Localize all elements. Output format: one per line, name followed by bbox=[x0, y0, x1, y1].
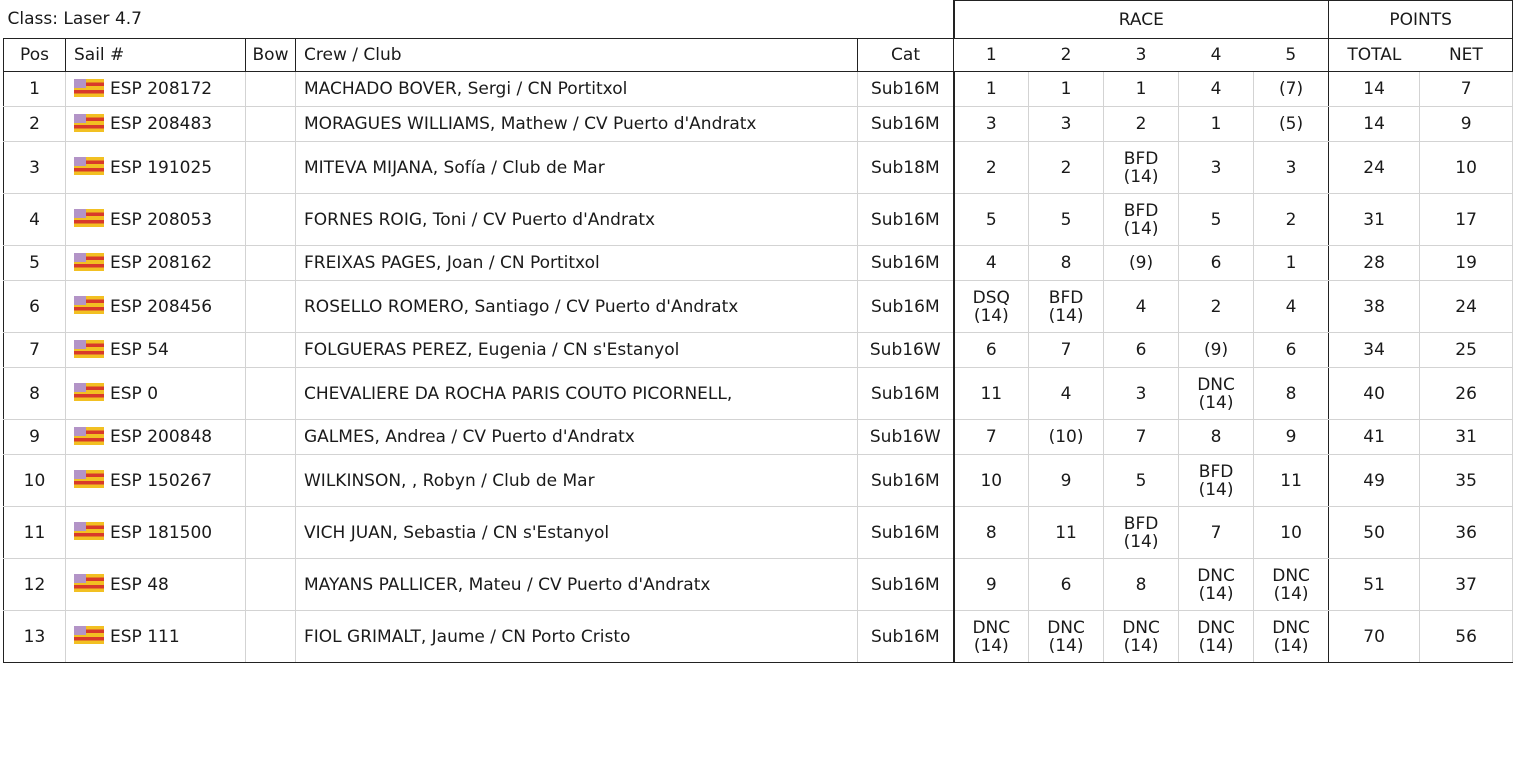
race-group-header: RACE bbox=[954, 1, 1329, 39]
score-value: 7 bbox=[1060, 340, 1072, 360]
race-3-score bbox=[1104, 142, 1179, 194]
score-value: 11 bbox=[1280, 470, 1302, 491]
race-5-score bbox=[1254, 559, 1329, 611]
crew-club-cell: FREIXAS PAGES, Joan / CN Portitxol bbox=[296, 246, 858, 281]
crew-club-cell: MORAGUES WILLIAMS, Mathew / CV Puerto d'Andratx bbox=[296, 107, 858, 142]
category-cell: Sub18M bbox=[858, 142, 954, 194]
bow-cell bbox=[246, 333, 296, 368]
score-value: 1 bbox=[1285, 253, 1297, 273]
race-1-score bbox=[954, 611, 1029, 663]
sail-number: ESP 208162 bbox=[110, 253, 213, 273]
score-penalty: (14) bbox=[1123, 635, 1159, 656]
score-value: 10 bbox=[980, 470, 1003, 491]
score-value: (9) bbox=[1204, 340, 1229, 360]
bow-cell bbox=[246, 507, 296, 559]
sail-cell bbox=[66, 333, 246, 368]
score-value: 6 bbox=[1060, 574, 1072, 595]
table-row bbox=[4, 142, 1513, 194]
score-value: 3 bbox=[985, 114, 997, 134]
race-4-score bbox=[1179, 281, 1254, 333]
score-value: DNC bbox=[1197, 565, 1235, 586]
total-points-cell: 41 bbox=[1329, 420, 1420, 455]
balearic-flag-icon bbox=[74, 114, 104, 132]
race-2-score bbox=[1029, 368, 1104, 420]
score-value: 10 bbox=[1280, 522, 1302, 543]
table-row bbox=[4, 559, 1513, 611]
race-5-score bbox=[1254, 611, 1329, 663]
race-2-score bbox=[1029, 611, 1104, 663]
class-title: Class: Laser 4.7 bbox=[7, 9, 142, 30]
score-value: 1 bbox=[1210, 114, 1222, 134]
score-value: 6 bbox=[1285, 340, 1297, 360]
race-1-score bbox=[954, 194, 1029, 246]
score-value: 4 bbox=[1285, 296, 1297, 317]
column-header-row bbox=[4, 39, 1513, 72]
bow-cell bbox=[246, 142, 296, 194]
score-penalty: (14) bbox=[1123, 166, 1159, 187]
score-value: BFD bbox=[1048, 287, 1084, 308]
score-value: 4 bbox=[1060, 383, 1072, 404]
score-value: 4 bbox=[985, 253, 997, 273]
total-points-cell: 51 bbox=[1329, 559, 1420, 611]
score-value: 5 bbox=[1210, 209, 1222, 230]
pos-cell: 2 bbox=[4, 107, 66, 142]
sail-number: ESP 208456 bbox=[110, 296, 213, 317]
score-value: 6 bbox=[1135, 340, 1147, 360]
score-value: 3 bbox=[1210, 157, 1222, 178]
bow-cell bbox=[246, 194, 296, 246]
score-value: 9 bbox=[985, 574, 997, 595]
race-1-score bbox=[954, 72, 1029, 107]
balearic-flag-icon bbox=[74, 296, 104, 314]
race-1-score bbox=[954, 142, 1029, 194]
header-net: NET bbox=[1420, 39, 1513, 72]
score-value: 6 bbox=[1210, 253, 1222, 273]
race-3-score bbox=[1104, 72, 1179, 107]
bow-cell bbox=[246, 72, 296, 107]
total-points-cell: 14 bbox=[1329, 72, 1420, 107]
sail-number: ESP 181500 bbox=[110, 522, 213, 543]
score-value: 7 bbox=[1210, 522, 1222, 543]
score-penalty: (14) bbox=[1123, 218, 1159, 239]
bow-cell bbox=[246, 559, 296, 611]
category-cell: Sub16M bbox=[858, 194, 954, 246]
race-2-score bbox=[1029, 420, 1104, 455]
sail-number: ESP 200848 bbox=[110, 427, 213, 447]
balearic-flag-icon bbox=[74, 209, 104, 227]
race-4-score bbox=[1179, 142, 1254, 194]
score-value: 4 bbox=[1135, 296, 1147, 317]
balearic-flag-icon bbox=[74, 626, 104, 644]
pos-cell: 4 bbox=[4, 194, 66, 246]
score-value: 3 bbox=[1285, 157, 1297, 178]
category-cell: Sub16M bbox=[858, 246, 954, 281]
race-5-score bbox=[1254, 194, 1329, 246]
header-pos: Pos bbox=[4, 39, 66, 72]
balearic-flag-icon bbox=[74, 253, 104, 271]
sail-number: ESP 191025 bbox=[110, 157, 213, 178]
table-row bbox=[4, 281, 1513, 333]
race-5-score bbox=[1254, 72, 1329, 107]
sail-number: ESP 208483 bbox=[110, 114, 213, 134]
score-value: 1 bbox=[1060, 79, 1072, 99]
race-5-score bbox=[1254, 420, 1329, 455]
balearic-flag-icon bbox=[74, 470, 104, 488]
score-value: (7) bbox=[1279, 79, 1304, 99]
crew-club-cell: FIOL GRIMALT, Jaume / CN Porto Cristo bbox=[296, 611, 858, 663]
score-value: (10) bbox=[1048, 427, 1084, 447]
race-1-score bbox=[954, 507, 1029, 559]
score-value: DNC bbox=[1272, 617, 1310, 638]
total-points-cell: 31 bbox=[1329, 194, 1420, 246]
sail-number: ESP 208172 bbox=[110, 79, 213, 99]
race-4-score bbox=[1179, 368, 1254, 420]
pos-cell: 8 bbox=[4, 368, 66, 420]
race-3-score bbox=[1104, 107, 1179, 142]
table-row bbox=[4, 107, 1513, 142]
score-penalty: (14) bbox=[1198, 635, 1234, 656]
net-points-cell: 31 bbox=[1420, 420, 1513, 455]
header-sail: Sail # bbox=[66, 39, 246, 72]
score-value: 2 bbox=[1210, 296, 1222, 317]
table-row bbox=[4, 420, 1513, 455]
sail-cell bbox=[66, 194, 246, 246]
race-4-score bbox=[1179, 507, 1254, 559]
header-crew: Crew / Club bbox=[296, 39, 858, 72]
total-points-cell: 70 bbox=[1329, 611, 1420, 663]
race-5-score bbox=[1254, 507, 1329, 559]
total-points-cell: 28 bbox=[1329, 246, 1420, 281]
net-points-cell: 17 bbox=[1420, 194, 1513, 246]
race-3-score bbox=[1104, 611, 1179, 663]
score-value: BFD bbox=[1198, 461, 1234, 482]
score-value: 2 bbox=[1060, 157, 1072, 178]
table-row bbox=[4, 455, 1513, 507]
score-value: 11 bbox=[980, 383, 1003, 404]
score-value: BFD bbox=[1123, 513, 1159, 534]
header-race-4: 4 bbox=[1179, 39, 1254, 72]
header-race-3: 3 bbox=[1104, 39, 1179, 72]
score-value: DNC bbox=[1122, 617, 1160, 638]
table-row bbox=[4, 246, 1513, 281]
score-value: 3 bbox=[1060, 114, 1072, 134]
race-3-score bbox=[1104, 455, 1179, 507]
balearic-flag-icon bbox=[74, 383, 104, 401]
bow-cell bbox=[246, 368, 296, 420]
sail-number: ESP 208053 bbox=[110, 209, 213, 230]
race-1-score bbox=[954, 246, 1029, 281]
score-penalty: (14) bbox=[973, 635, 1009, 656]
balearic-flag-icon bbox=[74, 340, 104, 358]
table-row bbox=[4, 368, 1513, 420]
pos-cell: 7 bbox=[4, 333, 66, 368]
score-penalty: (14) bbox=[1048, 305, 1084, 326]
table-row bbox=[4, 194, 1513, 246]
score-value: 5 bbox=[985, 209, 997, 230]
score-value: 8 bbox=[1060, 253, 1072, 273]
category-cell: Sub16M bbox=[858, 559, 954, 611]
race-3-score bbox=[1104, 281, 1179, 333]
results-body bbox=[4, 72, 1513, 663]
table-row bbox=[4, 611, 1513, 663]
race-1-score bbox=[954, 333, 1029, 368]
net-points-cell: 7 bbox=[1420, 72, 1513, 107]
sail-cell bbox=[66, 281, 246, 333]
crew-club-cell: WILKINSON, , Robyn / Club de Mar bbox=[296, 455, 858, 507]
header-race-1: 1 bbox=[954, 39, 1029, 72]
bow-cell bbox=[246, 246, 296, 281]
crew-club-cell: MAYANS PALLICER, Mateu / CV Puerto d'Andratx bbox=[296, 559, 858, 611]
pos-cell: 9 bbox=[4, 420, 66, 455]
total-points-cell: 24 bbox=[1329, 142, 1420, 194]
score-value: 5 bbox=[1135, 470, 1147, 491]
pos-cell: 10 bbox=[4, 455, 66, 507]
sail-cell bbox=[66, 507, 246, 559]
score-value: 9 bbox=[1285, 427, 1297, 447]
score-value: 2 bbox=[985, 157, 997, 178]
race-4-score bbox=[1179, 611, 1254, 663]
score-value: BFD bbox=[1123, 200, 1159, 221]
sail-cell bbox=[66, 246, 246, 281]
race-3-score bbox=[1104, 246, 1179, 281]
category-cell: Sub16M bbox=[858, 107, 954, 142]
net-points-cell: 10 bbox=[1420, 142, 1513, 194]
race-3-score bbox=[1104, 333, 1179, 368]
sail-cell bbox=[66, 142, 246, 194]
score-value: 9 bbox=[1060, 470, 1072, 491]
sail-number: ESP 54 bbox=[110, 340, 169, 360]
score-value: DNC bbox=[1272, 565, 1310, 586]
pos-cell: 6 bbox=[4, 281, 66, 333]
balearic-flag-icon bbox=[74, 522, 104, 540]
race-1-score bbox=[954, 455, 1029, 507]
pos-cell: 12 bbox=[4, 559, 66, 611]
score-value: 6 bbox=[985, 340, 997, 360]
crew-club-cell: ROSELLO ROMERO, Santiago / CV Puerto d'Andratx bbox=[296, 281, 858, 333]
score-value: DNC bbox=[1047, 617, 1085, 638]
score-value: 5 bbox=[1060, 209, 1072, 230]
race-1-score bbox=[954, 107, 1029, 142]
score-value: BFD bbox=[1123, 148, 1159, 169]
sail-number: ESP 0 bbox=[110, 383, 159, 404]
category-cell: Sub16W bbox=[858, 333, 954, 368]
race-5-score bbox=[1254, 455, 1329, 507]
crew-club-cell: GALMES, Andrea / CV Puerto d'Andratx bbox=[296, 420, 858, 455]
bow-cell bbox=[246, 281, 296, 333]
table-row bbox=[4, 507, 1513, 559]
crew-club-cell: MACHADO BOVER, Sergi / CN Portitxol bbox=[296, 72, 858, 107]
net-points-cell: 9 bbox=[1420, 107, 1513, 142]
score-value: DNC bbox=[1197, 374, 1235, 395]
score-value: 2 bbox=[1135, 114, 1147, 134]
balearic-flag-icon bbox=[74, 427, 104, 445]
category-cell: Sub16M bbox=[858, 368, 954, 420]
total-points-cell: 49 bbox=[1329, 455, 1420, 507]
race-5-score bbox=[1254, 281, 1329, 333]
total-points-cell: 40 bbox=[1329, 368, 1420, 420]
race-2-score bbox=[1029, 455, 1104, 507]
score-penalty: (14) bbox=[1048, 635, 1084, 656]
crew-club-cell: MITEVA MIJANA, Sofía / Club de Mar bbox=[296, 142, 858, 194]
race-2-score bbox=[1029, 559, 1104, 611]
race-4-score bbox=[1179, 455, 1254, 507]
header-bow: Bow bbox=[246, 39, 296, 72]
score-value: DNC bbox=[972, 617, 1011, 638]
total-points-cell: 38 bbox=[1329, 281, 1420, 333]
score-penalty: (14) bbox=[1273, 635, 1309, 656]
race-3-score bbox=[1104, 559, 1179, 611]
table-row bbox=[4, 72, 1513, 107]
net-points-cell: 56 bbox=[1420, 611, 1513, 663]
header-total: TOTAL bbox=[1329, 39, 1420, 72]
race-2-score bbox=[1029, 246, 1104, 281]
race-5-score bbox=[1254, 107, 1329, 142]
race-2-score bbox=[1029, 107, 1104, 142]
race-2-score bbox=[1029, 72, 1104, 107]
score-value: 4 bbox=[1210, 79, 1222, 99]
net-points-cell: 26 bbox=[1420, 368, 1513, 420]
score-value: 1 bbox=[985, 79, 997, 99]
race-4-score bbox=[1179, 559, 1254, 611]
score-value: 8 bbox=[1135, 574, 1147, 595]
pos-cell: 13 bbox=[4, 611, 66, 663]
race-4-score bbox=[1179, 107, 1254, 142]
bow-cell bbox=[246, 611, 296, 663]
sail-number: ESP 48 bbox=[110, 574, 169, 595]
sail-cell bbox=[66, 107, 246, 142]
net-points-cell: 19 bbox=[1420, 246, 1513, 281]
crew-club-cell: FORNES ROIG, Toni / CV Puerto d'Andratx bbox=[296, 194, 858, 246]
race-2-score bbox=[1029, 333, 1104, 368]
total-points-cell: 14 bbox=[1329, 107, 1420, 142]
net-points-cell: 35 bbox=[1420, 455, 1513, 507]
bow-cell bbox=[246, 455, 296, 507]
sail-number: ESP 111 bbox=[110, 626, 180, 647]
score-penalty: (14) bbox=[973, 305, 1009, 326]
score-value: 7 bbox=[1135, 427, 1147, 447]
race-2-score bbox=[1029, 281, 1104, 333]
crew-club-cell: FOLGUERAS PEREZ, Eugenia / CN s'Estanyol bbox=[296, 333, 858, 368]
net-points-cell: 36 bbox=[1420, 507, 1513, 559]
race-5-score bbox=[1254, 368, 1329, 420]
points-group-header: POINTS bbox=[1329, 1, 1513, 39]
score-penalty: (14) bbox=[1273, 583, 1309, 604]
category-cell: Sub16M bbox=[858, 507, 954, 559]
total-points-cell: 50 bbox=[1329, 507, 1420, 559]
total-points-cell: 34 bbox=[1329, 333, 1420, 368]
header-race-2: 2 bbox=[1029, 39, 1104, 72]
score-value: (9) bbox=[1129, 253, 1154, 273]
race-3-score bbox=[1104, 507, 1179, 559]
net-points-cell: 24 bbox=[1420, 281, 1513, 333]
title-row bbox=[4, 1, 1513, 39]
race-3-score bbox=[1104, 420, 1179, 455]
sail-cell bbox=[66, 72, 246, 107]
sail-cell bbox=[66, 559, 246, 611]
race-2-score bbox=[1029, 194, 1104, 246]
race-5-score bbox=[1254, 246, 1329, 281]
pos-cell: 1 bbox=[4, 72, 66, 107]
score-value: 3 bbox=[1135, 383, 1147, 404]
race-1-score bbox=[954, 368, 1029, 420]
race-3-score bbox=[1104, 368, 1179, 420]
race-4-score bbox=[1179, 72, 1254, 107]
score-value: 1 bbox=[1135, 79, 1147, 99]
header-race-5: 5 bbox=[1254, 39, 1329, 72]
race-4-score bbox=[1179, 194, 1254, 246]
race-4-score bbox=[1179, 333, 1254, 368]
score-penalty: (14) bbox=[1198, 392, 1234, 413]
score-value: 8 bbox=[985, 522, 997, 543]
pos-cell: 3 bbox=[4, 142, 66, 194]
sail-cell bbox=[66, 368, 246, 420]
race-1-score bbox=[954, 281, 1029, 333]
score-value: DSQ bbox=[972, 287, 1010, 308]
bow-cell bbox=[246, 420, 296, 455]
net-points-cell: 37 bbox=[1420, 559, 1513, 611]
race-2-score bbox=[1029, 507, 1104, 559]
net-points-cell: 25 bbox=[1420, 333, 1513, 368]
race-4-score bbox=[1179, 246, 1254, 281]
pos-cell: 5 bbox=[4, 246, 66, 281]
bow-cell bbox=[246, 107, 296, 142]
score-value: 8 bbox=[1285, 383, 1297, 404]
score-penalty: (14) bbox=[1198, 479, 1234, 500]
results-table bbox=[3, 0, 1513, 663]
race-1-score bbox=[954, 420, 1029, 455]
pos-cell: 11 bbox=[4, 507, 66, 559]
category-cell: Sub16W bbox=[858, 420, 954, 455]
category-cell: Sub16M bbox=[858, 72, 954, 107]
race-1-score bbox=[954, 559, 1029, 611]
header-cat: Cat bbox=[858, 39, 954, 72]
balearic-flag-icon bbox=[74, 79, 104, 97]
score-value: 7 bbox=[985, 427, 997, 447]
category-cell: Sub16M bbox=[858, 455, 954, 507]
sail-cell bbox=[66, 455, 246, 507]
score-value: 8 bbox=[1210, 427, 1222, 447]
balearic-flag-icon bbox=[74, 574, 104, 592]
race-5-score bbox=[1254, 333, 1329, 368]
score-value: 11 bbox=[1055, 522, 1077, 543]
sail-cell bbox=[66, 420, 246, 455]
score-value: (5) bbox=[1279, 114, 1304, 134]
race-4-score bbox=[1179, 420, 1254, 455]
sail-cell bbox=[66, 611, 246, 663]
category-cell: Sub16M bbox=[858, 611, 954, 663]
crew-club-cell: CHEVALIERE DA ROCHA PARIS COUTO PICORNELL, bbox=[296, 368, 858, 420]
score-penalty: (14) bbox=[1198, 583, 1234, 604]
score-penalty: (14) bbox=[1123, 531, 1159, 552]
crew-club-cell: VICH JUAN, Sebastia / CN s'Estanyol bbox=[296, 507, 858, 559]
race-3-score bbox=[1104, 194, 1179, 246]
race-5-score bbox=[1254, 142, 1329, 194]
race-2-score bbox=[1029, 142, 1104, 194]
sail-number: ESP 150267 bbox=[110, 470, 213, 491]
balearic-flag-icon bbox=[74, 157, 104, 175]
table-row bbox=[4, 333, 1513, 368]
category-cell: Sub16M bbox=[858, 281, 954, 333]
score-value: 2 bbox=[1285, 209, 1297, 230]
score-value: DNC bbox=[1197, 617, 1235, 638]
